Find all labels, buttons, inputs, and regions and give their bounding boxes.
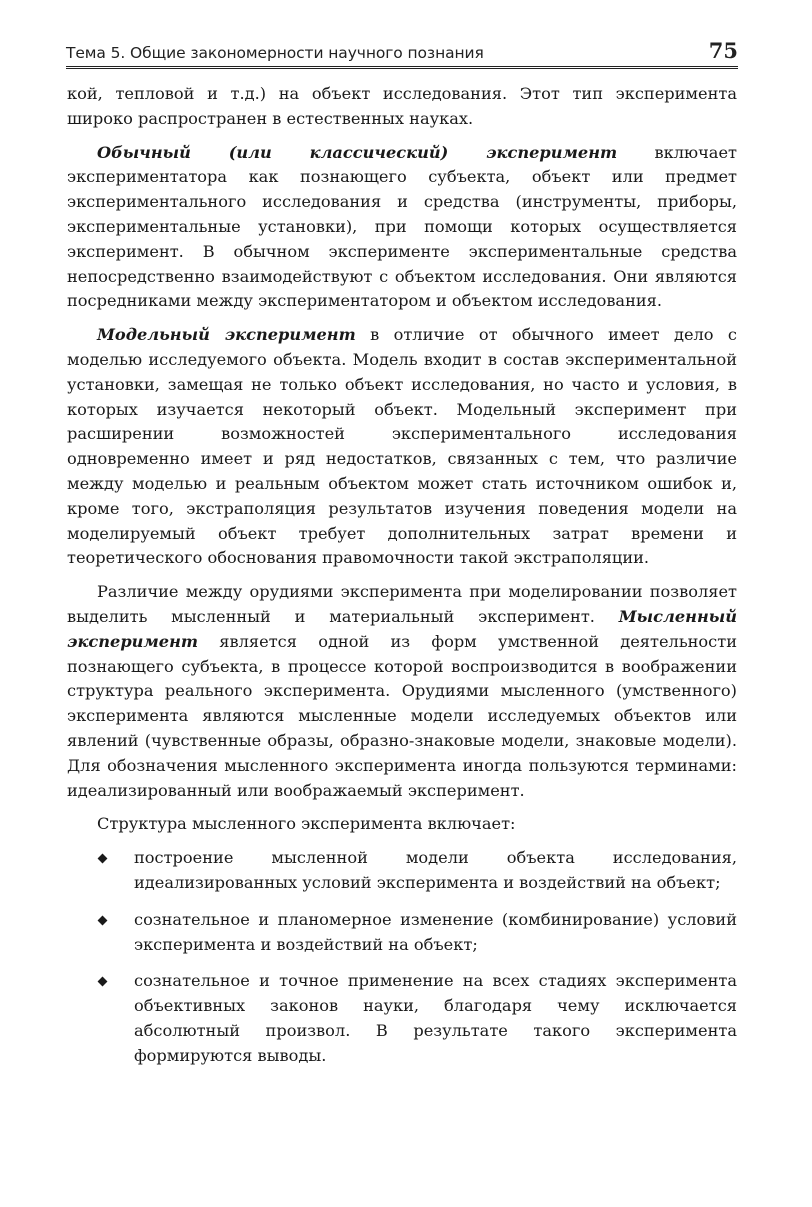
running-title: Тема 5. Общие закономерности научного познания bbox=[66, 44, 484, 62]
paragraph-model-experiment bbox=[67, 323, 737, 571]
term-classic-experiment: Обычный (или классический) эксперимент bbox=[97, 142, 618, 162]
list-item-text: построение мысленной модели объекта исследования, идеализированных условий эксперимента и воздействий на объект; bbox=[134, 848, 737, 892]
diamond-bullet-icon bbox=[98, 854, 108, 864]
term-model-experiment: Модельный эксперимент bbox=[97, 325, 356, 345]
paragraph-continuation bbox=[67, 82, 737, 132]
list-item bbox=[67, 969, 737, 1068]
list-item-text: сознательное и точное применение на всех стадиях эксперимента объективных законов науки, благодаря чему исключается абсолютный произвол. В результате такого эксперимента формируются выводы. bbox=[134, 971, 737, 1065]
diamond-bullet-icon bbox=[98, 977, 108, 987]
paragraph-text: в отличие от обычного имеет дело с моделью исследуемого объекта. Модель входит в состав экспериментальной установки, замещая не только объект исследования, но часто и условия, в которых изучается некоторый объект. Модельный эксперимент при расширении возможностей экспериментального исследования одновременно имеет и ряд недостатков, связанных с тем, что различие между моделью и реальным объектом может стать источником ошибок и, кроме того, экстраполяция результатов изучения поведения модели на моделируемый объект требует дополнительных затрат времени и теоретического обоснования правомочности такой экстраполяции. bbox=[67, 325, 737, 568]
paragraph-text-before: Различие между орудиями эксперимента при моделировании позволяет выделить мысленный и материальный эксперимент. bbox=[67, 582, 737, 626]
paragraph-text: является одной из форм умственной деятельности познающего субъекта, в процессе которой воспроизводится в воображении структура реального эксперимента. Орудиями мысленного (умственного) эксперимента являются мысленные модели исследуемых объектов или явлений (чувственные образы, образно-знаковые модели, знаковые модели). Для обозначения мысленного эксперимента иногда пользуются терминами: идеализированный или воображаемый эксперимент. bbox=[67, 631, 737, 800]
page-header bbox=[66, 36, 738, 69]
page-body bbox=[67, 82, 737, 1080]
paragraph-structure-intro bbox=[67, 812, 737, 837]
page-number: 75 bbox=[708, 38, 738, 63]
paragraph-classic-experiment bbox=[67, 141, 737, 315]
paragraph-text: включает экспериментатора как познающего субъекта, объект или предмет экспериментального исследования и средства (инструменты, приборы, экспериментальные установки), при помощи которых осуществляется эксперимент. В обычном эксперименте экспериментальные средства непосредственно взаимодействуют с объектом исследования. Они являются посредниками между экспериментатором и объектом исследования. bbox=[67, 142, 737, 311]
diamond-bullet-icon bbox=[98, 915, 108, 925]
list-item-text: сознательное и планомерное изменение (комбинирование) условий эксперимента и воздействий на объект; bbox=[134, 909, 737, 954]
list-item bbox=[67, 846, 737, 896]
paragraph-text: кой, тепловой и т.д.) на объект исследования. Этот тип эксперимента широко распространен в естественных науках. bbox=[67, 84, 737, 128]
structure-list bbox=[67, 846, 737, 1068]
paragraph-thought-experiment bbox=[67, 580, 737, 803]
term-thought-experiment: Мысленный эксперимент bbox=[67, 606, 737, 651]
list-item bbox=[67, 908, 737, 958]
paragraph-text: Структура мысленного эксперимента включает: bbox=[97, 814, 516, 834]
